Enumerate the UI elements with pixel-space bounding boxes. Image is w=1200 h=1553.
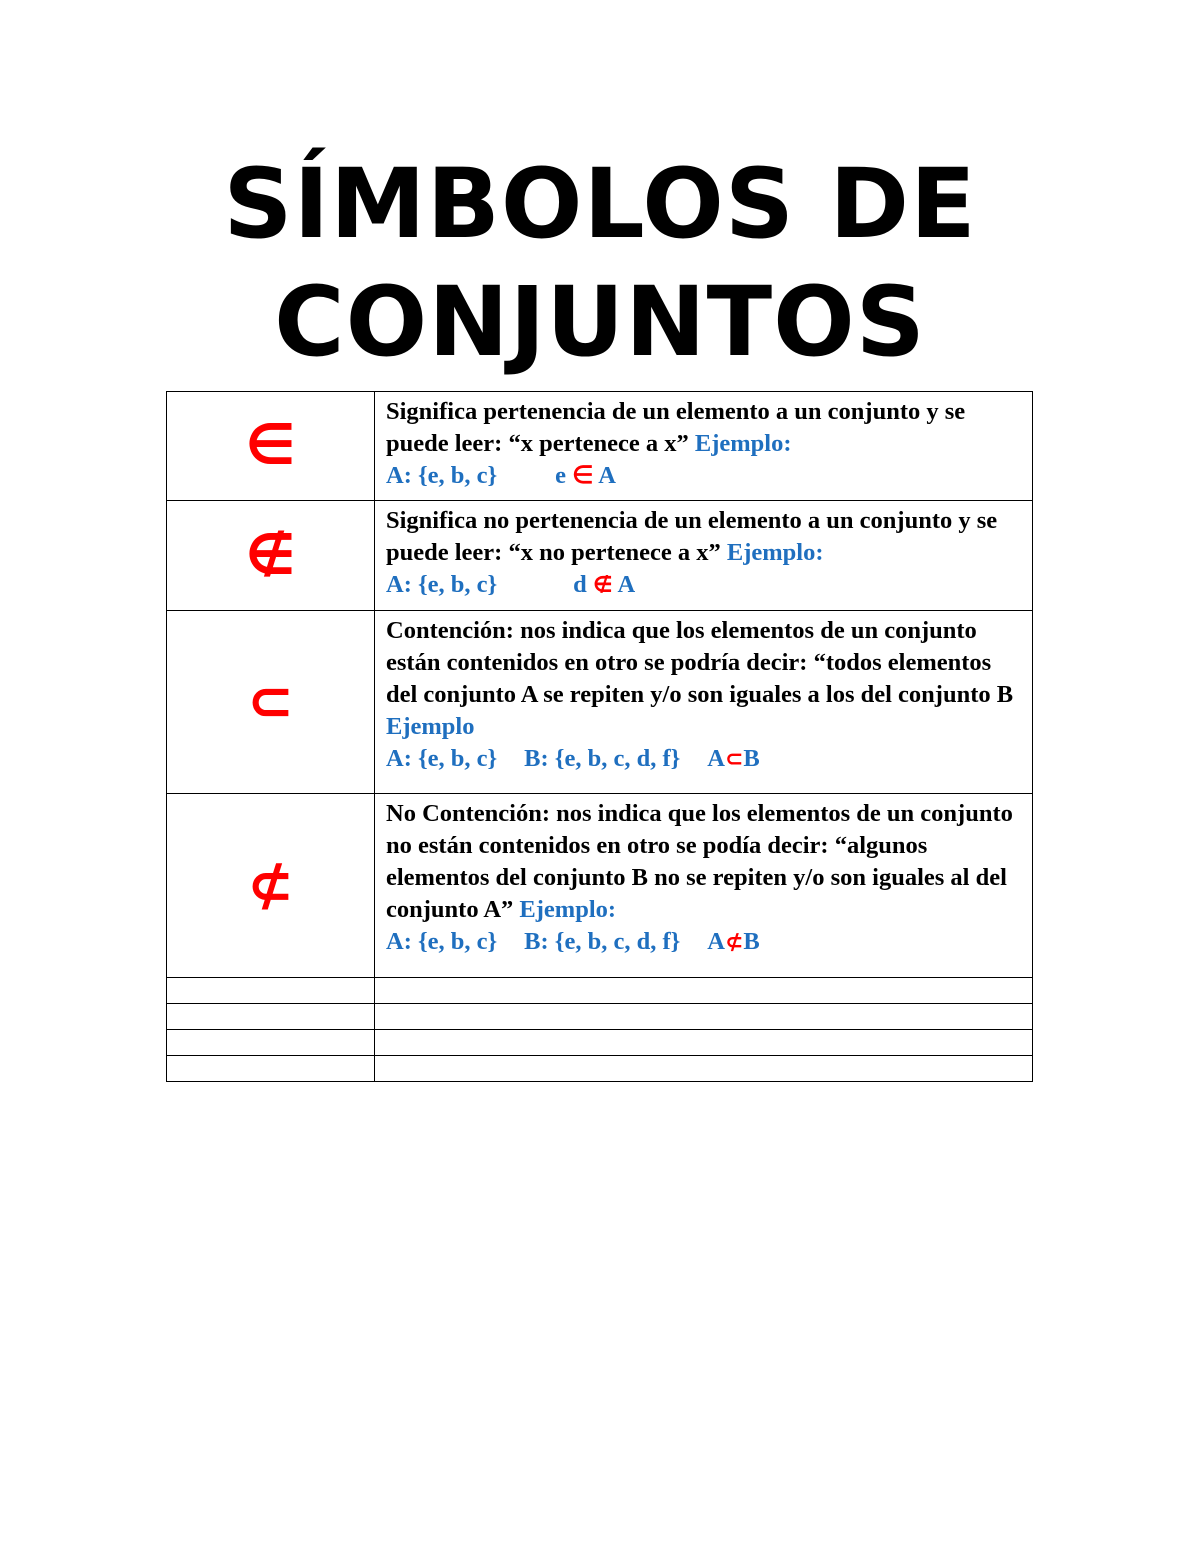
example-set-b: B: {e, b, c, d, f} (524, 745, 681, 772)
not-element-of-icon: ∉ (245, 522, 296, 588)
description-cell (375, 611, 1033, 794)
example-relation-symbol: ∉ (592, 573, 613, 598)
table-row (167, 611, 1033, 794)
subset-icon: ⊂ (247, 669, 294, 734)
example-set-a: A: {e, b, c} (386, 462, 498, 489)
empty-table-row (167, 1030, 1033, 1056)
example-label: Ejemplo: (519, 896, 617, 923)
page-title (0, 145, 1200, 381)
title-line-2: CONJUNTOS (274, 266, 926, 378)
empty-cell (375, 978, 1033, 1004)
example-relation-left: A (707, 928, 725, 955)
example-line (386, 460, 1022, 492)
empty-cell (375, 1004, 1033, 1030)
example-relation-symbol: ⊄ (724, 930, 744, 955)
example-relation-left: d (573, 571, 587, 598)
example-relation-right: A (598, 462, 616, 489)
description-cell (375, 794, 1033, 978)
symbol-cell (167, 501, 375, 611)
empty-table-row (167, 1056, 1033, 1082)
description-text: Contención: nos indica que los elementos de un conjunto están contenidos en otro se podría decir: “todos elementos del conjunto A se repiten y/o son iguales a los del conjunto B (386, 617, 1014, 708)
example-relation-left: A (707, 745, 725, 772)
example-line (386, 743, 1022, 776)
symbols-table (166, 391, 1033, 1082)
example-set-b: B: {e, b, c, d, f} (524, 928, 681, 955)
not-subset-icon: ⊄ (247, 852, 294, 918)
description-cell (375, 501, 1033, 611)
table-row (167, 794, 1033, 978)
description-cell (375, 392, 1033, 501)
empty-cell (167, 1004, 375, 1030)
example-relation-right: B (743, 928, 760, 955)
example-relation-right: B (743, 745, 760, 772)
symbol-cell (167, 392, 375, 501)
example-label: Ejemplo: (694, 430, 792, 457)
empty-cell (167, 978, 375, 1004)
title-line-1: SÍMBOLOS DE (223, 148, 977, 260)
example-line (386, 926, 1022, 959)
empty-cell (375, 1030, 1033, 1056)
description-text: No Contención: nos indica que los elementos de un conjunto no están contenidos en otro se podía decir: “algunos elementos del conjunto B no se repiten y/o son iguales al del conjunto A” (386, 800, 1013, 923)
example-relation-symbol: ∈ (572, 462, 594, 489)
table-row (167, 392, 1033, 501)
example-line (386, 569, 1022, 602)
example-set-a: A: {e, b, c} (386, 928, 498, 955)
description-text: Significa pertenencia de un elemento a un conjunto y se puede leer: “x pertenece a x” (386, 398, 966, 457)
example-relation-right: A (617, 571, 636, 598)
empty-cell (167, 1056, 375, 1082)
empty-table-row (167, 978, 1033, 1004)
symbol-cell (167, 794, 375, 978)
example-label: Ejemplo (386, 713, 475, 740)
example-relation-left: e (555, 462, 567, 489)
element-of-icon: ∈ (245, 413, 296, 478)
empty-cell (167, 1030, 375, 1056)
table-row (167, 501, 1033, 611)
empty-table-row (167, 1004, 1033, 1030)
example-label: Ejemplo: (726, 539, 824, 566)
symbol-cell (167, 611, 375, 794)
example-set-a: A: {e, b, c} (386, 571, 498, 598)
example-relation-symbol: ⊂ (724, 747, 744, 772)
example-set-a: A: {e, b, c} (386, 745, 498, 772)
description-text: Significa no pertenencia de un elemento a un conjunto y se puede leer: “x no pertenece a x” (386, 507, 998, 566)
empty-cell (375, 1056, 1033, 1082)
